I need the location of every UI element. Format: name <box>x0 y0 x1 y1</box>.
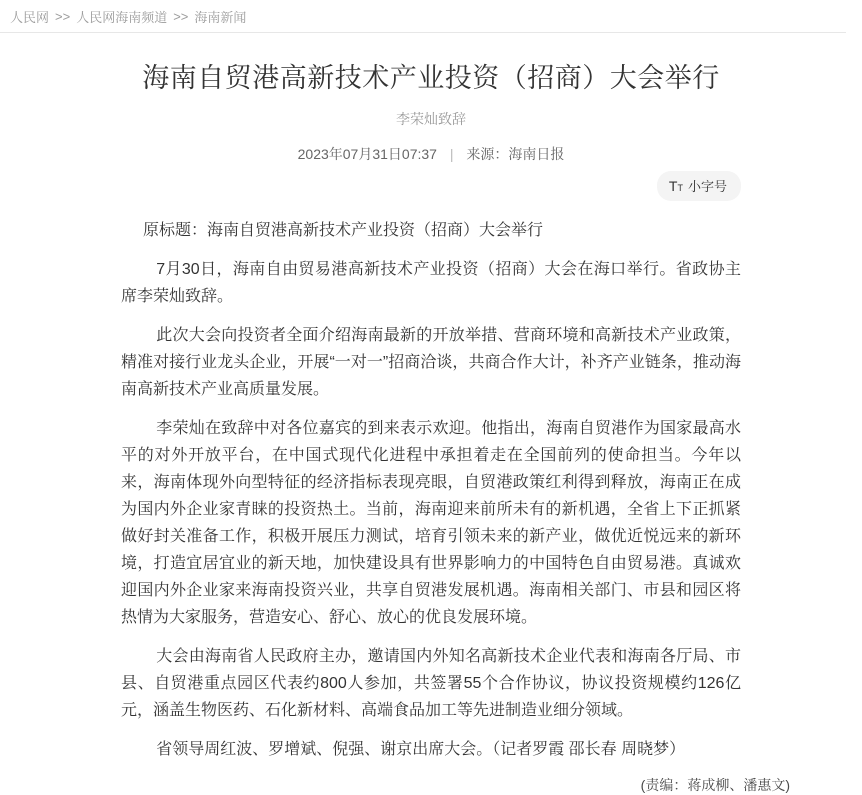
source-link[interactable]: 海南日报 <box>508 146 565 163</box>
article-paragraph: 7月30日，海南自由贸易港高新技术产业投资（招商）大会在海口举行。省政协主席李荣灿致辞。 <box>121 261 741 306</box>
source-label: 来源： <box>466 146 509 163</box>
breadcrumb-link-hainan-news[interactable]: 海南新闻 <box>194 9 247 25</box>
page-title: 海南自贸港高新技术产业投资（招商）大会举行 <box>142 63 720 93</box>
article-toolbar <box>121 171 741 201</box>
breadcrumb-separator: >> <box>173 8 189 24</box>
font-size-button-label: 小字号 <box>687 179 727 195</box>
breadcrumb-link-hainan-channel[interactable]: 人民网海南频道 <box>76 9 168 25</box>
breadcrumb <box>0 0 846 33</box>
article-body <box>121 217 741 763</box>
breadcrumb-separator: >> <box>55 8 71 24</box>
font-size-button[interactable] <box>657 171 741 201</box>
article-meta <box>121 144 741 164</box>
meta-separator: | <box>449 146 454 163</box>
article-paragraph: 省领导周红波、罗增斌、倪强、谢京出席大会。（记者罗霞 邵长春 周晓梦） <box>156 741 686 759</box>
original-title-line: 原标题：海南自贸港高新技术产业投资（招商）大会举行 <box>143 222 544 240</box>
publish-date: 2023年07月31日07:37 <box>297 146 437 163</box>
article-subtitle: 李荣灿致辞 <box>396 111 466 128</box>
article-paragraph: 李荣灿在致辞中对各位嘉宾的到来表示欢迎。他指出，海南自贸港作为国家最高水平的对外开放平台，在中国式现代化进程中承担着走在全国前列的使命担当。今年以来，海南体现外向型特征的经济指标表现亮眼，自贸港政策红利得到释放，海南正在成为国内外企业家青睐的投资热土。当前，海南迎来前所未有的新机遇，全省上下正抓紧做好封关准备工作，积极开展压力测试，培育引领未来的新产业，做优近悦远来的新环境，打造宜居宜业的新天地，加快建设具有世界影响力的中国特色自由贸易港。真诚欢迎国内外企业家来海南投资兴业，共享自贸港发展机遇。海南相关部门、市县和园区将热情为大家服务，营造安心、舒心、放心的优良发展环境。 <box>121 420 741 627</box>
article-paragraph: 大会由海南省人民政府主办，邀请国内外知名高新技术企业代表和海南各厅局、市县、自贸港重点园区代表约800人参加，共签署55个合作协议，协议投资规模约126亿元，涵盖生物医药、石化新材料、高端食品加工等先进制造业细分领域。 <box>121 648 741 720</box>
article-paragraph: 此次大会向投资者全面介绍海南最新的开放举措、营商环境和高新技术产业政策，精准对接行业龙头企业，开展“一对一”招商洽谈，共商合作大计，补齐产业链条，推动海南高新技术产业高质量发展。 <box>121 327 741 399</box>
breadcrumb-link-peoples-net[interactable]: 人民网 <box>10 9 50 25</box>
editors-note: (责编：蒋成柳、潘惠文) <box>640 777 790 794</box>
article-header <box>121 61 741 201</box>
font-size-icon: T T <box>668 178 683 195</box>
